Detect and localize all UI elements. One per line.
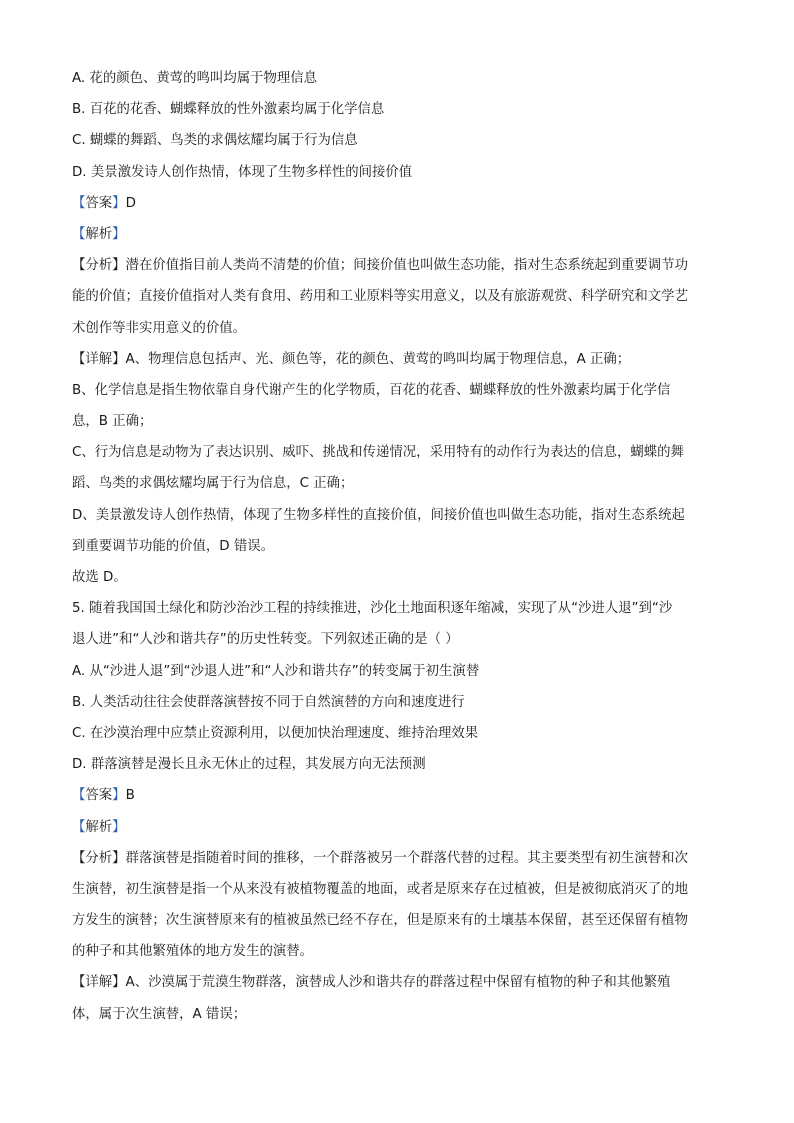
- q4-option-a: A. 花的颜色、黄莺的鸣叫均属于物理信息: [72, 71, 318, 86]
- q4-detail-line: 到重要调节功能的价值，D 错误。: [72, 538, 275, 554]
- q5-analysis-line: 方发生的演替；次生演替原来有的植被虽然已经不存在，但是原来有的土壤基本保留，甚至还保留有植物: [72, 913, 688, 929]
- q5-option-a: A. 从“沙进人退”到“沙退人进”和“人沙和谐共存”的转变属于初生演替: [72, 663, 480, 679]
- q4-analysis-heading: [72, 219, 732, 250]
- document-page: [72, 63, 732, 1030]
- bracket-close: 】: [112, 819, 126, 835]
- q4-detail-line: 蹈、鸟类的求偶炫耀均属于行为信息，C 正确；: [72, 476, 354, 492]
- q4-detail-line: D、美景激发诗人创作热情，体现了生物多样性的直接价值，间接价值也叫做生态功能，指对生态系统起: [72, 507, 685, 523]
- bracket-open: 【: [72, 788, 86, 804]
- q4-analysis-line: 【分析】潜在价值指目前人类尚不清楚的价值；间接价值也叫做生态功能，指对生态系统起到重要调节功: [72, 258, 688, 274]
- q5-answer-value: B: [125, 788, 135, 804]
- q4-analysis-line: 术创作等非实用意义的价值。: [72, 320, 247, 336]
- q4-analysis-label: 解析: [85, 226, 113, 242]
- q4-detail-line: 息，B 正确；: [72, 414, 153, 430]
- q4-detail-line: 【详解】A、物理信息包括声、光、颜色等，花的颜色、黄莺的鸣叫均属于物理信息，A 正确；: [72, 351, 631, 367]
- q5-analysis-line: 的种子和其他繁殖体的地方发生的演替。: [72, 944, 314, 960]
- q4-answer: [72, 188, 732, 219]
- q4-answer-label: 答案: [85, 195, 113, 211]
- q4-conclusion: 故选 D。: [72, 570, 127, 585]
- bracket-open: 【: [72, 226, 86, 242]
- q5-detail-line: 【详解】A、沙漠属于荒漠生物群落，演替成人沙和谐共存的群落过程中保留有植物的种子和其他繁殖: [72, 975, 671, 991]
- bracket-close: 】: [112, 226, 126, 242]
- q5-analysis-label: 解析: [85, 819, 113, 835]
- q5-option-d: D. 群落演替是漫长且永无休止的过程，其发展方向无法预测: [72, 757, 426, 773]
- q4-option-d: D. 美景激发诗人创作热情，体现了生物多样性的间接价值: [72, 164, 413, 180]
- q5-stem-line: 退人进”和“人沙和谐共存”的历史性转变。下列叙述正确的是（ ）: [72, 632, 459, 648]
- q4-detail-line: C、行为信息是动物为了表达识别、威吓、挑战和传递情况，采用特有的动作行为表达的信息，蝴蝶的舞: [72, 445, 684, 461]
- q5-option-b: B. 人类活动往往会使群落演替按不同于自然演替的方向和速度进行: [72, 694, 465, 710]
- q5-answer-label: 答案: [85, 788, 113, 804]
- bracket-close: 】: [112, 195, 126, 211]
- q5-analysis-heading: [72, 812, 732, 843]
- q4-option-c: C. 蝴蝶的舞蹈、鸟类的求偶炫耀均属于行为信息: [72, 133, 358, 149]
- q5-analysis-line: 生演替，初生演替是指一个从来没有被植物覆盖的地面，或者是原来存在过植被，但是被彻底消灭了的地: [72, 881, 688, 897]
- bracket-close: 】: [112, 788, 126, 804]
- q4-analysis-line: 能的价值；直接价值指对人类有食用、药用和工业原料等实用意义，以及有旅游观赏、科学研究和文学艺: [72, 289, 688, 305]
- bracket-open: 【: [72, 819, 86, 835]
- q5-option-c: C. 在沙漠治理中应禁止资源利用，以便加快治理速度、维持治理效果: [72, 725, 479, 741]
- q5-analysis-line: 【分析】群落演替是指随着时间的推移，一个群落被另一个群落代替的过程。其主要类型有初生演替和次: [72, 850, 688, 866]
- q5-answer: [72, 780, 732, 811]
- q4-answer-value: D: [125, 195, 136, 211]
- q5-stem-line: 5. 随着我国国土绿化和防沙治沙工程的持续推进，沙化土地面积逐年缩减，实现了从“沙进人退”到“沙: [72, 601, 673, 617]
- bracket-open: 【: [72, 195, 86, 211]
- q4-detail-line: B、化学信息是指生物依靠自身代谢产生的化学物质，百花的花香、蝴蝶释放的性外激素均属于化学信: [72, 382, 671, 398]
- q4-option-b: B. 百花的花香、蝴蝶释放的性外激素均属于化学信息: [72, 102, 385, 118]
- q5-detail-line: 体，属于次生演替，A 错误；: [72, 1006, 247, 1022]
